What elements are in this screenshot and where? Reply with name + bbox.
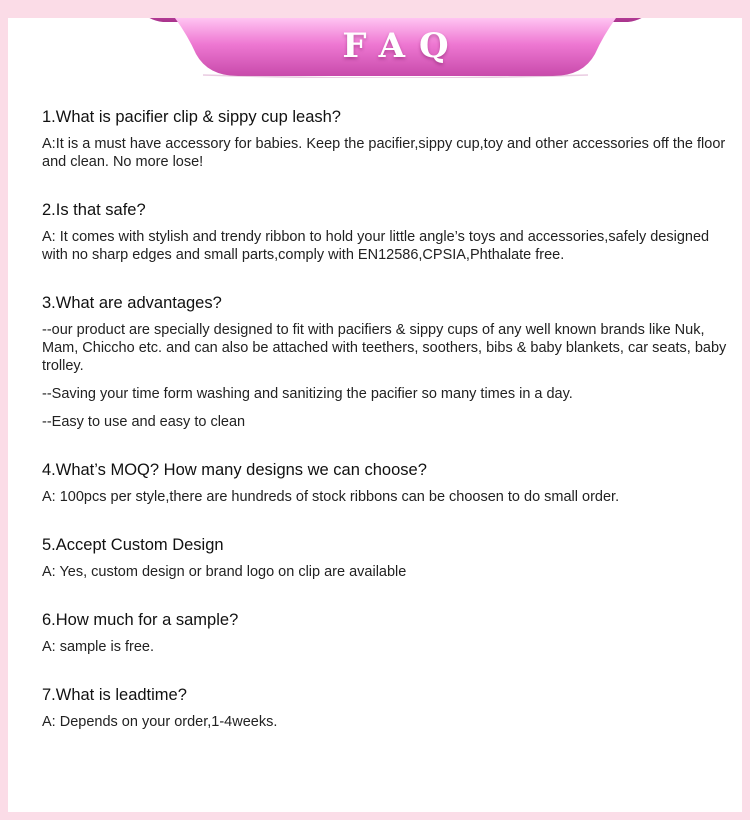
- faq-item: [42, 106, 732, 171]
- faq-list: [42, 106, 732, 741]
- faq-item: [42, 292, 732, 431]
- faq-answer: --Easy to use and easy to clean: [42, 414, 246, 430]
- faq-item: [42, 684, 732, 731]
- faq-banner-ribbon: [133, 18, 658, 78]
- faq-answer: A:It is a must have accessory for babies. Keep the pacifier,sippy cup,toy and other accessories off the floor and clean. No more lose!: [42, 136, 726, 170]
- faq-item: [42, 459, 732, 506]
- faq-question: 1.What is pacifier clip & sippy cup leash?: [42, 108, 341, 126]
- faq-answer: A: Depends on your order,1-4weeks.: [42, 714, 278, 730]
- faq-answer: A: sample is free.: [42, 639, 155, 655]
- faq-answer: A: 100pcs per style,there are hundreds of stock ribbons can be choosen to do small order.: [42, 489, 620, 505]
- faq-answer: A: It comes with stylish and trendy ribbon to hold your little angle’s toys and accessories,safely designed with no sharp edges and small parts,comply with EN12586,CPSIA,Phthalate free.: [42, 229, 710, 263]
- faq-item: [42, 199, 732, 264]
- faq-answer: --our product are specially designed to fit with pacifiers & sippy cups of any well known brands like Nuk, Mam, Chiccho etc. and can also be attached with teethers, soothers, bibs & baby blankets, car seats, baby trolley.: [42, 322, 727, 374]
- faq-question: 4.What’s MOQ? How many designs we can choose?: [42, 461, 427, 479]
- faq-question: 7.What is leadtime?: [42, 686, 187, 704]
- faq-question: 2.Is that safe?: [42, 201, 146, 219]
- faq-banner-title: FAQ: [342, 26, 463, 66]
- faq-answer: --Saving your time form washing and sanitizing the pacifier so many times in a day.: [42, 386, 573, 402]
- faq-question: 5.Accept Custom Design: [42, 536, 224, 554]
- faq-question: 3.What are advantages?: [42, 294, 222, 312]
- faq-item: [42, 609, 732, 656]
- faq-page: [8, 18, 742, 812]
- faq-question: 6.How much for a sample?: [42, 611, 239, 629]
- faq-answer: A: Yes, custom design or brand logo on clip are available: [42, 564, 407, 580]
- faq-item: [42, 534, 732, 581]
